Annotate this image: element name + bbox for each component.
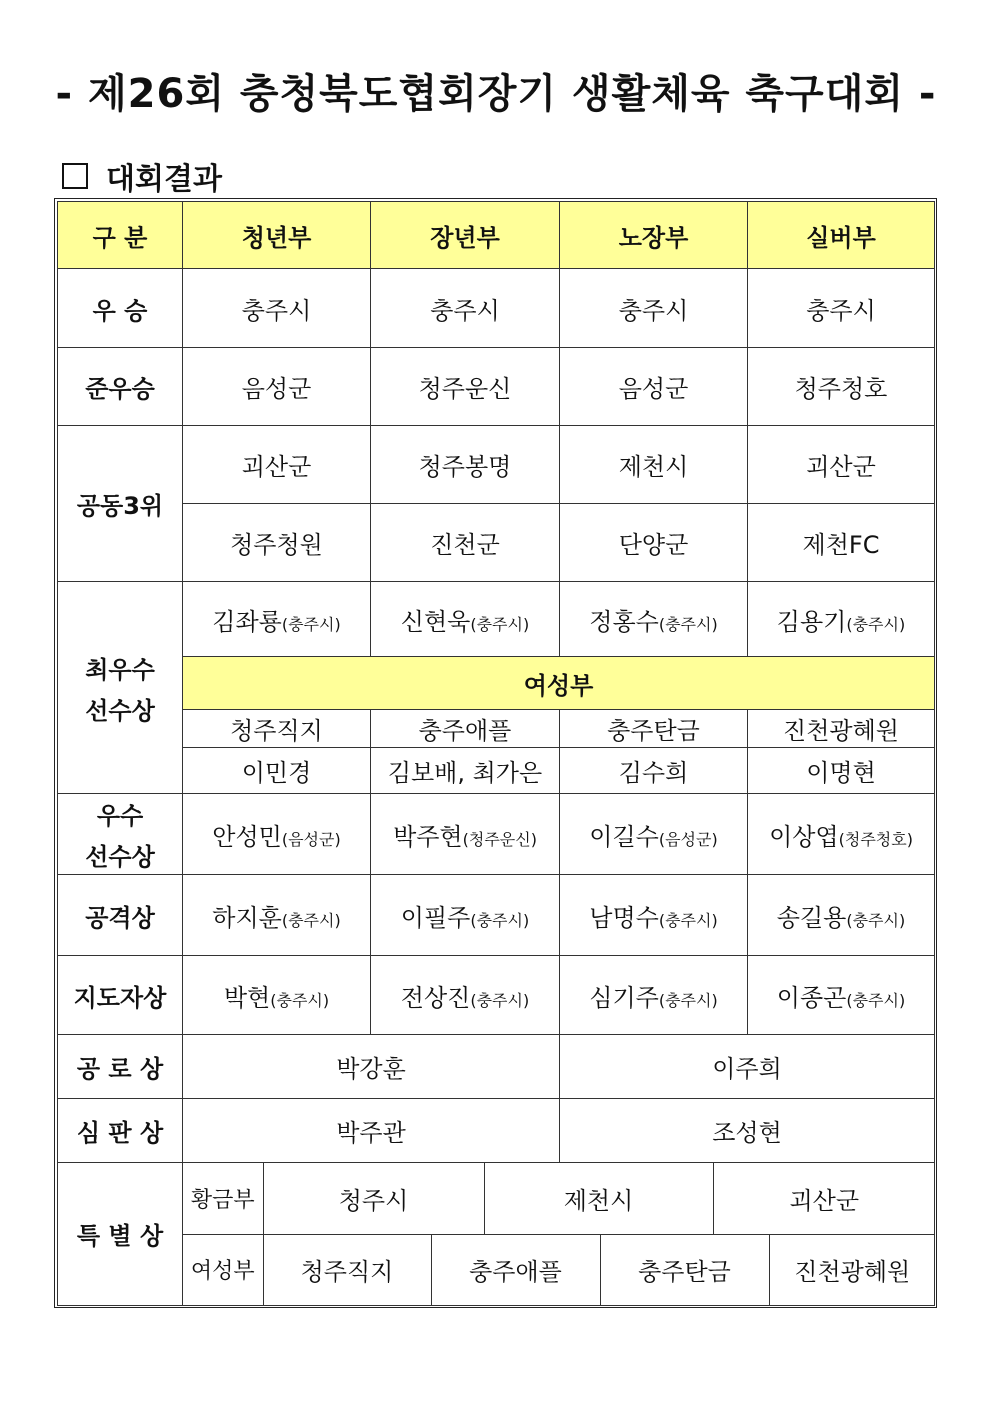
cell: 청주직지 <box>263 1235 431 1305</box>
special-table <box>57 1162 935 1306</box>
special-women-row <box>183 1235 935 1305</box>
attack-row <box>58 875 935 956</box>
player-name: 신현욱 <box>400 607 471 636</box>
cell: 이민경 <box>183 748 371 794</box>
cell <box>560 582 748 657</box>
player-name: 이종곤 <box>776 983 847 1012</box>
player-name: 이상엽 <box>769 822 839 851</box>
checkbox-square-icon <box>62 163 88 189</box>
cell <box>748 794 935 875</box>
winner-row <box>58 269 935 348</box>
header-category: 구 분 <box>58 202 183 269</box>
cell <box>371 956 560 1035</box>
cell: 김수희 <box>560 748 748 794</box>
women-teams-row <box>58 710 935 748</box>
cell: 김보배, 최가은 <box>371 748 560 794</box>
cell: 충주시 <box>748 269 935 348</box>
women-players-row <box>58 748 935 794</box>
cell: 충주탄금 <box>600 1235 769 1305</box>
player-team: (충주시) <box>470 990 530 1010</box>
row-label: 공 로 상 <box>58 1035 183 1099</box>
row-label-line: 선수상 <box>85 843 155 871</box>
row-label-line: 우수 <box>96 802 144 830</box>
cell <box>371 875 560 956</box>
section-title: 대회결과 <box>106 162 222 197</box>
player-team: (충주시) <box>658 614 718 634</box>
row-label: 공격상 <box>58 875 183 956</box>
cell <box>748 582 935 657</box>
cell: 청주시 <box>263 1163 484 1234</box>
row-label: 공동3위 <box>58 426 183 582</box>
row-label-line: 선수상 <box>85 696 155 725</box>
player-name: 전상진 <box>400 983 471 1012</box>
row-label: 지도자상 <box>58 956 183 1035</box>
cell <box>183 956 371 1035</box>
row-label <box>58 794 183 875</box>
cell <box>560 875 748 956</box>
cell: 제천시 <box>560 426 748 504</box>
cell: 충주애플 <box>371 710 560 748</box>
women-header-row <box>58 657 935 710</box>
player-team: (충주시) <box>846 614 906 634</box>
cell: 괴산군 <box>183 426 371 504</box>
player-team: (충주시) <box>281 614 341 634</box>
cell: 청주운신 <box>371 348 560 426</box>
awards-table <box>57 1034 935 1163</box>
merit-row <box>58 1035 935 1099</box>
page-title: - 제26회 충청북도협회장기 생활체육 축구대회 - <box>55 71 937 117</box>
cell: 제천FC <box>748 504 935 582</box>
cell <box>560 956 748 1035</box>
row-label: 심 판 상 <box>58 1099 183 1163</box>
special-sub-label: 황금부 <box>183 1163 263 1234</box>
header-division: 실버부 <box>748 202 935 269</box>
special-gold-row <box>183 1163 935 1234</box>
player-team: (음성군) <box>281 829 341 849</box>
cell <box>560 794 748 875</box>
player-name: 남명수 <box>589 903 659 932</box>
results-table <box>57 201 934 1306</box>
player-team: (청주운신) <box>462 829 537 849</box>
cell: 진천광혜원 <box>769 1235 935 1305</box>
cell: 박주관 <box>183 1099 560 1163</box>
third-row-2 <box>58 504 935 582</box>
cell <box>183 794 371 875</box>
player-name: 정홍수 <box>589 607 659 636</box>
header-division: 청년부 <box>183 202 371 269</box>
player-team: (충주시) <box>658 910 718 930</box>
player-team: (충주시) <box>470 614 530 634</box>
player-name: 송길용 <box>776 903 847 932</box>
player-name: 김용기 <box>776 607 847 636</box>
cell: 충주시 <box>560 269 748 348</box>
special-women-table <box>183 1234 935 1305</box>
row-label: 특 별 상 <box>58 1163 183 1306</box>
mvp-row <box>58 582 935 657</box>
player-team: (음성군) <box>658 829 718 849</box>
player-team: (충주시) <box>470 910 530 930</box>
cell: 괴산군 <box>748 426 935 504</box>
cell <box>371 582 560 657</box>
third-row-1 <box>58 426 935 504</box>
special-content <box>183 1163 935 1306</box>
player-team: (충주시) <box>658 990 718 1010</box>
cell: 진천군 <box>371 504 560 582</box>
cell: 청주직지 <box>183 710 371 748</box>
player-name: 박주현 <box>393 822 463 851</box>
women-division-header: 여성부 <box>183 657 935 710</box>
player-name: 박현 <box>223 983 271 1012</box>
referee-row <box>58 1099 935 1163</box>
player-name: 안성민 <box>212 822 282 851</box>
cell <box>371 794 560 875</box>
cell: 청주봉명 <box>371 426 560 504</box>
header-division: 노장부 <box>560 202 748 269</box>
row-label <box>58 582 183 794</box>
cell: 청주청원 <box>183 504 371 582</box>
special-row <box>58 1163 935 1306</box>
cell <box>748 875 935 956</box>
cell: 음성군 <box>183 348 371 426</box>
cell: 충주시 <box>183 269 371 348</box>
player-name: 김좌룡 <box>212 607 282 636</box>
results-main-table <box>57 201 935 1035</box>
special-sub-label: 여성부 <box>183 1235 263 1305</box>
player-team: (청주청호) <box>838 829 913 849</box>
cell: 단양군 <box>560 504 748 582</box>
cell: 조성현 <box>560 1099 935 1163</box>
player-name: 심기주 <box>589 983 659 1012</box>
row-label: 우 승 <box>58 269 183 348</box>
player-name: 이필주 <box>400 903 471 932</box>
cell <box>183 875 371 956</box>
cell: 이주희 <box>560 1035 935 1099</box>
cell <box>183 582 371 657</box>
player-name: 이길수 <box>589 822 659 851</box>
player-team: (충주시) <box>846 990 906 1010</box>
cell: 괴산군 <box>713 1163 935 1234</box>
runner-up-row <box>58 348 935 426</box>
cell: 음성군 <box>560 348 748 426</box>
row-label: 준우승 <box>58 348 183 426</box>
cell: 진천광혜원 <box>748 710 935 748</box>
header-division: 장년부 <box>371 202 560 269</box>
cell: 이명현 <box>748 748 935 794</box>
player-team: (충주시) <box>281 910 341 930</box>
section-heading <box>62 154 222 198</box>
row-label-line: 최우수 <box>85 655 155 684</box>
player-team: (충주시) <box>270 990 330 1010</box>
cell: 충주애플 <box>431 1235 600 1305</box>
cell: 충주탄금 <box>560 710 748 748</box>
cell: 청주청호 <box>748 348 935 426</box>
player-team: (충주시) <box>846 910 906 930</box>
special-gold-table <box>183 1163 935 1234</box>
cell: 충주시 <box>371 269 560 348</box>
cell: 박강훈 <box>183 1035 560 1099</box>
cell <box>748 956 935 1035</box>
cell: 제천시 <box>484 1163 713 1234</box>
player-name: 하지훈 <box>212 903 282 932</box>
coach-row <box>58 956 935 1035</box>
header-row <box>58 202 935 269</box>
excellent-row <box>58 794 935 875</box>
